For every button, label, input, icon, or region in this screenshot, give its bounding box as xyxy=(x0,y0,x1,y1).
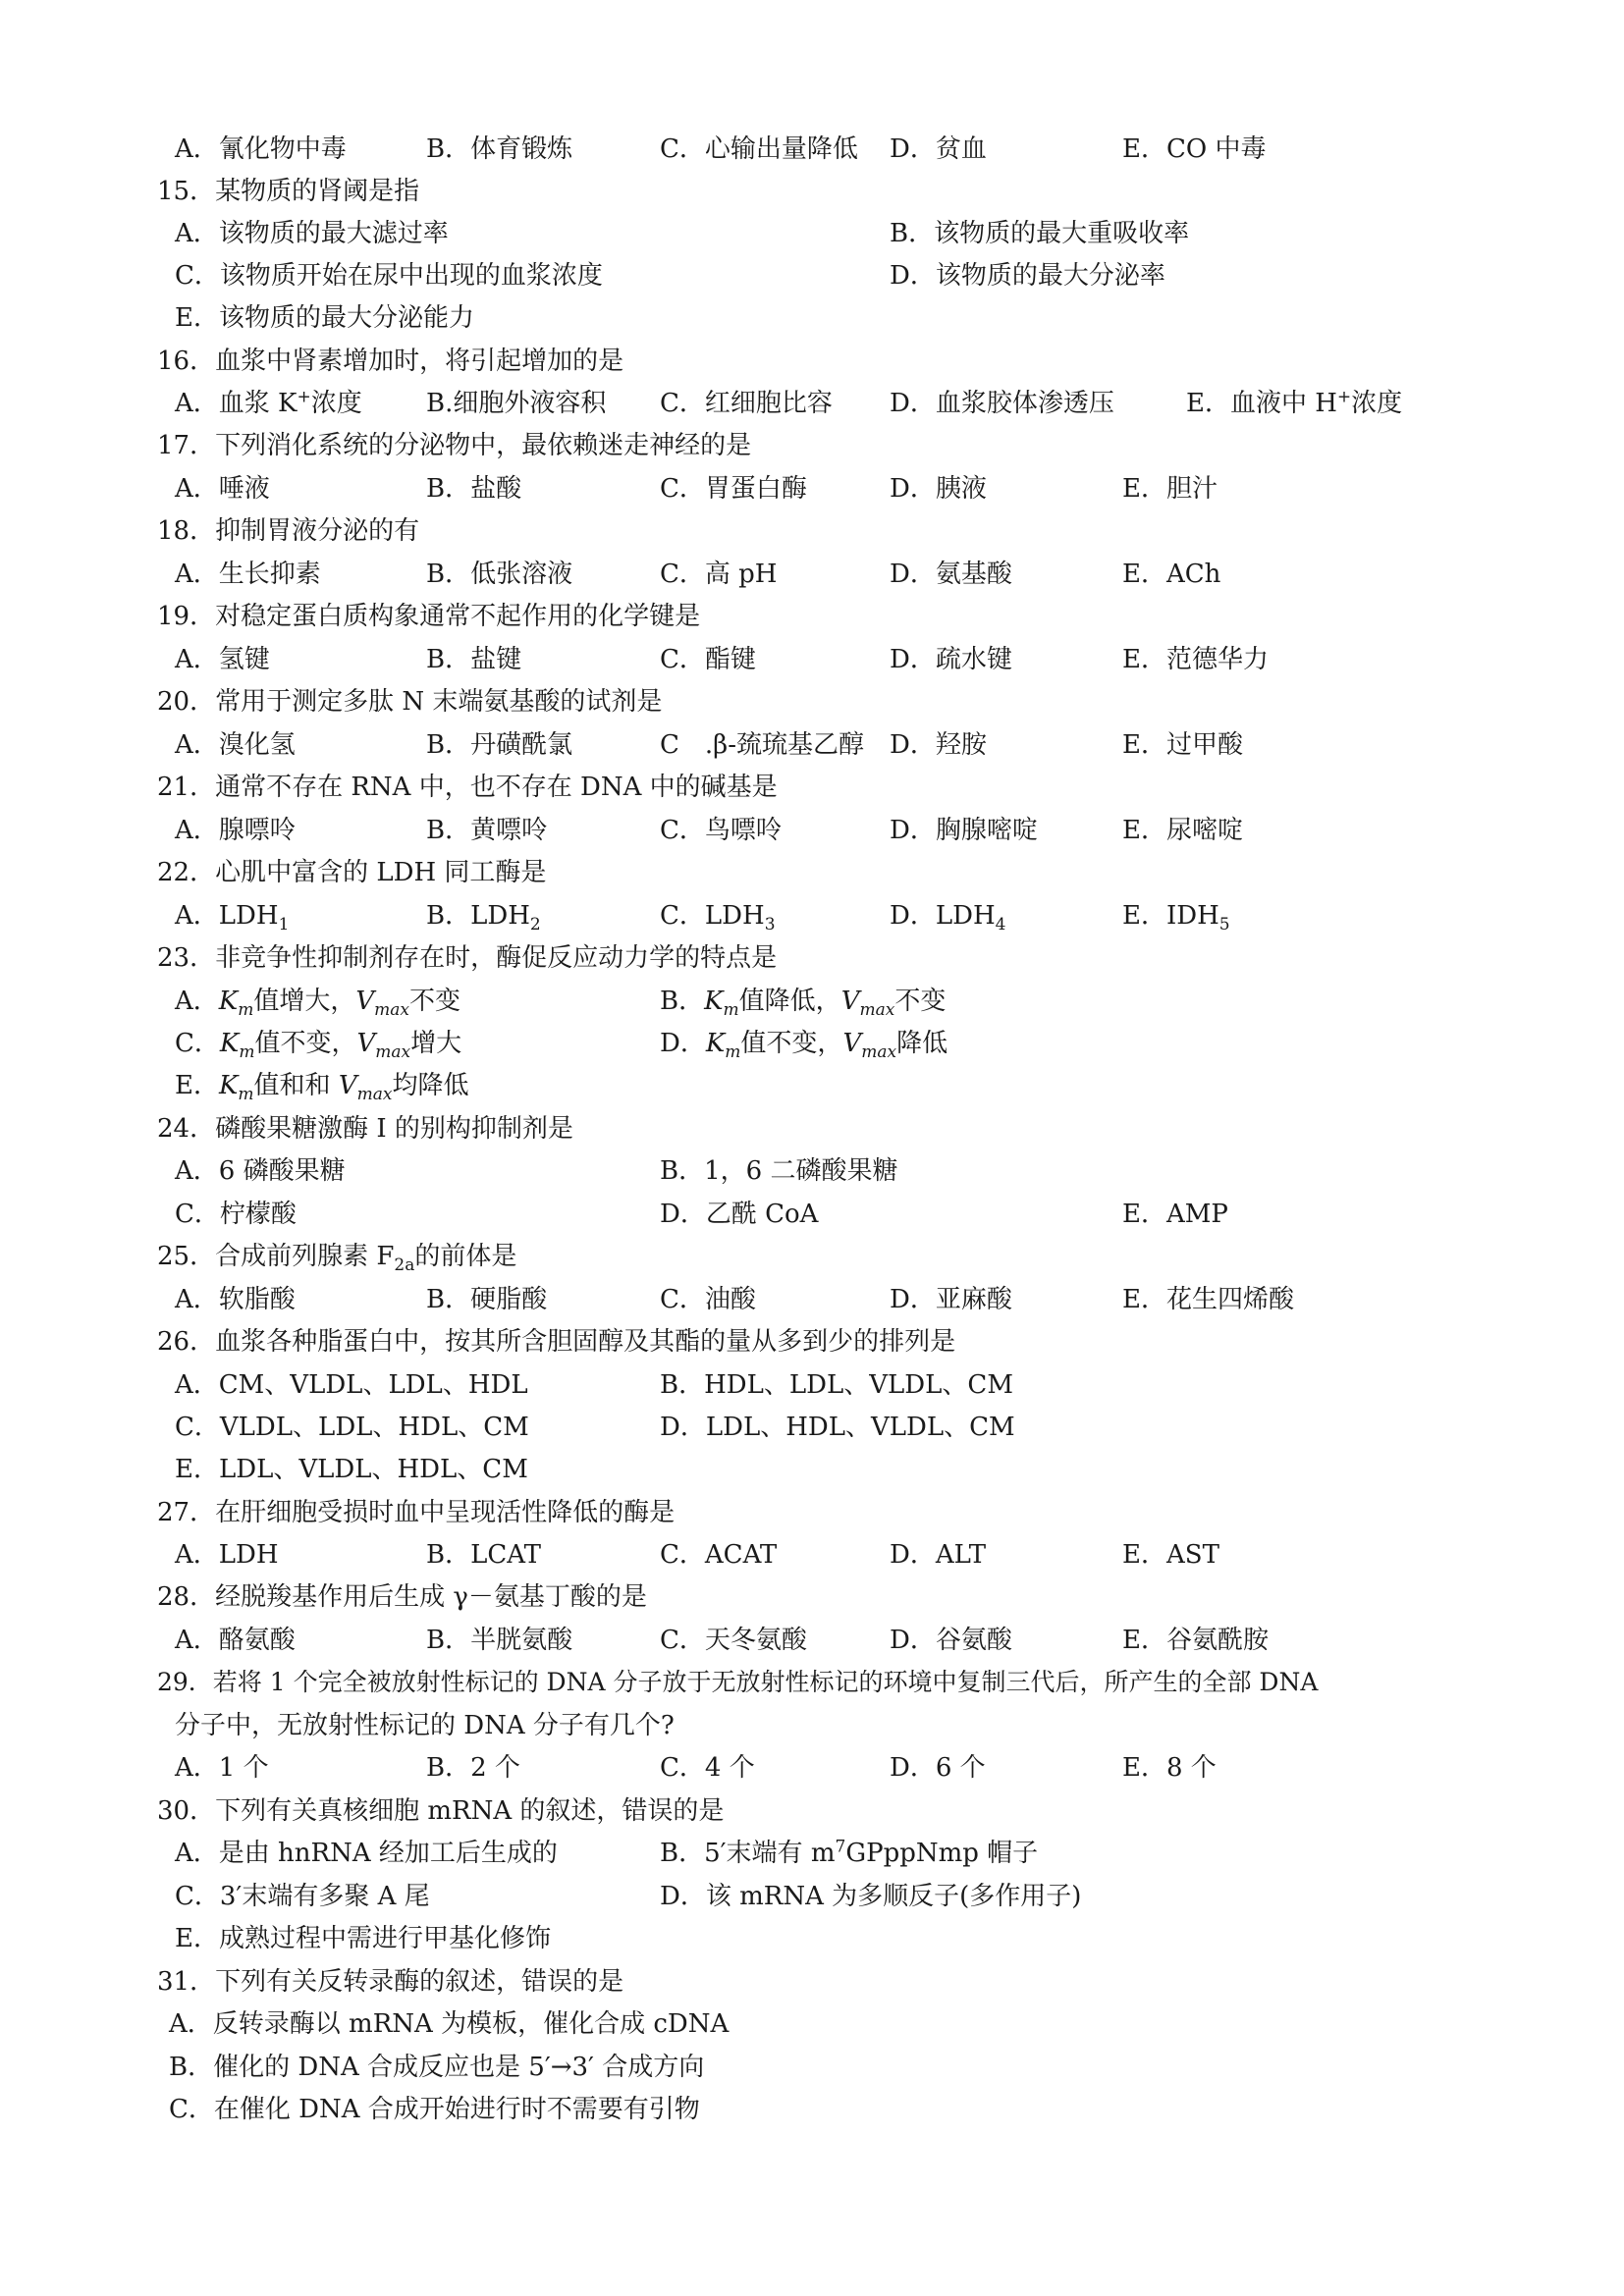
option-c: C．ACAT xyxy=(660,1540,778,1570)
question-24-options-row1 xyxy=(0,1151,1624,1191)
option-b: B．低张溶液 xyxy=(426,560,573,589)
option-e: E．范德华力 xyxy=(1122,645,1269,674)
option-b: B．体育锻炼 xyxy=(426,134,573,164)
option-b: B．盐键 xyxy=(426,645,522,674)
option-a: A．酪氨酸 xyxy=(175,1626,296,1655)
option-d: D．羟胺 xyxy=(890,730,987,760)
question-19-stem: 19．对稳定蛋白质构象通常不起作用的化学键是 xyxy=(157,602,701,631)
option-d: D．6 个 xyxy=(890,1753,986,1783)
option-d: D．乙酰 CoA xyxy=(660,1200,819,1229)
option-a: A．溴化氢 xyxy=(175,730,296,760)
option-e: E．$IDH_5$ xyxy=(1122,901,1230,935)
option-d: D．氨基酸 xyxy=(890,560,1012,589)
option-d: D．胰液 xyxy=(890,474,987,504)
question-22-stem: 22．心肌中富含的 LDH 同工酶是 xyxy=(157,858,547,887)
question-19-options xyxy=(0,640,1624,679)
question-30-options-row3 xyxy=(0,1919,1624,1958)
question-26-options-row3 xyxy=(0,1450,1624,1489)
question-29-options xyxy=(0,1748,1624,1788)
option-c: C．高 pH xyxy=(660,560,778,589)
option-d: D．$LDH_4$ xyxy=(890,901,1006,935)
option-c: C．4 个 xyxy=(660,1753,755,1783)
option-e: E．LDL、VLDL、HDL、CM xyxy=(175,1455,528,1484)
question-27-stem: 27．在肝细胞受损时血中呈现活性降低的酶是 xyxy=(157,1498,676,1527)
question-17-options xyxy=(0,469,1624,508)
question-23-options-row3 xyxy=(0,1066,1624,1105)
option-a: A．是由 hnRNA 经加工后生成的 xyxy=(175,1839,558,1868)
option-d: D．亚麻酸 xyxy=(890,1285,1012,1314)
option-e: E．胆汁 xyxy=(1122,474,1218,504)
option-c: C．该物质开始在尿中出现的血浆浓度 xyxy=(175,261,603,291)
option-b: B．$K_m$值降低，$V_{max}$不变 xyxy=(660,987,947,1021)
option-e: E．ACh xyxy=(1122,560,1221,589)
option-c: C．$LDH_3$ xyxy=(660,901,776,935)
option-a: A．血浆 K+浓度 xyxy=(175,387,362,418)
option-b: B．该物质的最大重吸收率 xyxy=(890,219,1190,248)
option-a: A．CM、VLDL、LDL、HDL xyxy=(175,1370,528,1400)
option-b: B．HDL、LDL、VLDL、CM xyxy=(660,1370,1013,1400)
option-a: A．软脂酸 xyxy=(175,1285,296,1314)
option-a: A．生长抑素 xyxy=(175,560,321,589)
option-d: D．该 mRNA 为多顺反子(多作用子) xyxy=(660,1882,1082,1911)
question-20-stem: 20．常用于测定多肽 N 末端氨基酸的试剂是 xyxy=(157,687,663,717)
option-a: A．腺嘌呤 xyxy=(175,816,296,845)
option-b: B．黄嘌呤 xyxy=(426,816,548,845)
option-e: E．尿嘧啶 xyxy=(1122,816,1243,845)
question-26-options-row2 xyxy=(0,1408,1624,1447)
question-18-stem: 18．抑制胃液分泌的有 xyxy=(157,516,420,546)
question-25-stem: 25．合成前列腺素 $F_{2a}$的前体是 xyxy=(157,1242,517,1276)
question-16-options xyxy=(0,384,1624,423)
question-23-options-row2 xyxy=(0,1024,1624,1063)
option-d: D．$K_m$值不变，$V_{max}$降低 xyxy=(660,1029,948,1063)
option-e: E．过甲酸 xyxy=(1122,730,1243,760)
option-d: D．ALT xyxy=(890,1540,987,1570)
option-d: D．胸腺嘧啶 xyxy=(890,816,1038,845)
option-b: B．1，6 二磷酸果糖 xyxy=(660,1156,898,1186)
question-31-option-c: C．在催化 DNA 合成开始进行时不需要有引物 xyxy=(169,2095,700,2124)
option-e: E．8 个 xyxy=(1122,1753,1217,1783)
option-b: B．丹磺酰氯 xyxy=(426,730,573,760)
option-c: C．酯键 xyxy=(660,645,756,674)
question-21-options xyxy=(0,811,1624,850)
question-31-option-b: B．催化的 DNA 合成反应也是 5′→3′ 合成方向 xyxy=(169,2053,705,2082)
question-29-stem-line1: 29．若将 1 个完全被放射性标记的 DNA 分子放于无放射性标记的环境中复制三代后，所产生的全部 DNA xyxy=(157,1668,1319,1696)
option-e: E．谷氨酰胺 xyxy=(1122,1626,1269,1655)
option-d: D．疏水键 xyxy=(890,645,1012,674)
option-c: C．3′末端有多聚 A 尾 xyxy=(175,1882,430,1911)
question-22-options xyxy=(0,896,1624,935)
option-c: C．红细胞比容 xyxy=(660,389,833,418)
question-30-stem: 30．下列有关真核细胞 mRNA 的叙述，错误的是 xyxy=(157,1796,725,1826)
option-e: E．AMP xyxy=(1122,1200,1228,1229)
question-31-option-a: A．反转录酶以 mRNA 为模板，催化合成 cDNA xyxy=(169,2009,730,2039)
option-d: D．血浆胶体渗透压 xyxy=(890,389,1114,418)
question-28-options xyxy=(0,1621,1624,1660)
question-15-stem: 15．某物质的肾阈是指 xyxy=(157,177,420,206)
question-15-options-row1 xyxy=(0,214,1624,253)
option-e: E．CO 中毒 xyxy=(1122,134,1267,164)
question-26-options-row1 xyxy=(0,1365,1624,1405)
option-a: A．氢键 xyxy=(175,645,270,674)
question-26-stem: 26．血浆各种脂蛋白中，按其所含胆固醇及其酯的量从多到少的排列是 xyxy=(157,1327,956,1357)
question-30-options-row1 xyxy=(0,1834,1624,1873)
question-15-options-row3 xyxy=(0,298,1624,338)
question-27-options xyxy=(0,1535,1624,1575)
option-e: E．$K_m$值和和 $V_{max}$均降低 xyxy=(175,1071,469,1105)
question-24-stem: 24．磷酸果糖激酶 I 的别构抑制剂是 xyxy=(157,1114,573,1144)
option-c: C．VLDL、LDL、HDL、CM xyxy=(175,1413,529,1442)
option-c: C．柠檬酸 xyxy=(175,1200,297,1229)
option-d: D．该物质的最大分泌率 xyxy=(890,261,1165,291)
question-18-options xyxy=(0,555,1624,594)
option-b: B．$LDH_2$ xyxy=(426,901,541,935)
question-23-stem: 23．非竞争性抑制剂存在时，酶促反应动力学的特点是 xyxy=(157,943,778,973)
option-a: A．6 磷酸果糖 xyxy=(175,1156,346,1186)
option-a: A．LDH xyxy=(175,1540,279,1570)
option-b: B．LCAT xyxy=(426,1540,541,1570)
option-b: B．5′末端有 $m^7GPppNmp$ 帽子 xyxy=(660,1837,1039,1868)
option-d: D．谷氨酸 xyxy=(890,1626,1012,1655)
option-c: C．胃蛋白酶 xyxy=(660,474,807,504)
option-b: B．2 个 xyxy=(426,1753,520,1783)
question-16-stem: 16．血浆中肾素增加时，将引起增加的是 xyxy=(157,347,624,376)
question-30-options-row2 xyxy=(0,1877,1624,1916)
question-17-stem: 17．下列消化系统的分泌物中，最依赖迷走神经的是 xyxy=(157,431,752,460)
option-a: A．氰化物中毒 xyxy=(175,134,347,164)
option-b: B．盐酸 xyxy=(426,474,522,504)
option-e: E．花生四烯酸 xyxy=(1122,1285,1294,1314)
question-14-options xyxy=(0,130,1624,169)
option-e: E．成熟过程中需进行甲基化修饰 xyxy=(175,1924,551,1953)
option-c: C .β-巯琉基乙醇 xyxy=(660,730,864,760)
option-c: C．心输出量降低 xyxy=(660,134,858,164)
option-c: C．油酸 xyxy=(660,1285,756,1314)
question-15-options-row2 xyxy=(0,256,1624,295)
option-b: B.细胞外液容积 xyxy=(426,389,607,418)
option-a: A．$K_m$值增大，$V_{max}$不变 xyxy=(175,987,460,1021)
question-28-stem: 28．经脱羧基作用后生成 γ－氨基丁酸的是 xyxy=(157,1582,647,1612)
question-21-stem: 21．通常不存在 RNA 中，也不存在 DNA 中的碱基是 xyxy=(157,773,778,802)
option-a: A．唾液 xyxy=(175,474,270,504)
option-a: A．1 个 xyxy=(175,1753,269,1783)
option-c: C．$K_m$值不变，$V_{max}$增大 xyxy=(175,1029,462,1063)
option-a: A．$LDH_1$ xyxy=(175,901,290,935)
option-c: C．天冬氨酸 xyxy=(660,1626,807,1655)
option-d: D．LDL、HDL、VLDL、CM xyxy=(660,1413,1015,1442)
option-e: E．血液中 H+浓度 xyxy=(1186,387,1403,418)
option-b: B．硬脂酸 xyxy=(426,1285,548,1314)
option-d: D．贫血 xyxy=(890,134,987,164)
option-c: C．鸟嘌呤 xyxy=(660,816,782,845)
question-23-options-row1 xyxy=(0,982,1624,1021)
option-b: B．半胱氨酸 xyxy=(426,1626,573,1655)
question-24-options-row2 xyxy=(0,1195,1624,1234)
question-25-options xyxy=(0,1280,1624,1319)
question-20-options xyxy=(0,725,1624,765)
option-e: E．该物质的最大分泌能力 xyxy=(175,303,474,333)
option-a: A．该物质的最大滤过率 xyxy=(175,219,449,248)
option-e: E．AST xyxy=(1122,1540,1219,1570)
question-29-stem-line2: 分子中，无放射性标记的 DNA 分子有几个? xyxy=(175,1711,675,1740)
question-31-stem: 31．下列有关反转录酶的叙述，错误的是 xyxy=(157,1967,624,1997)
